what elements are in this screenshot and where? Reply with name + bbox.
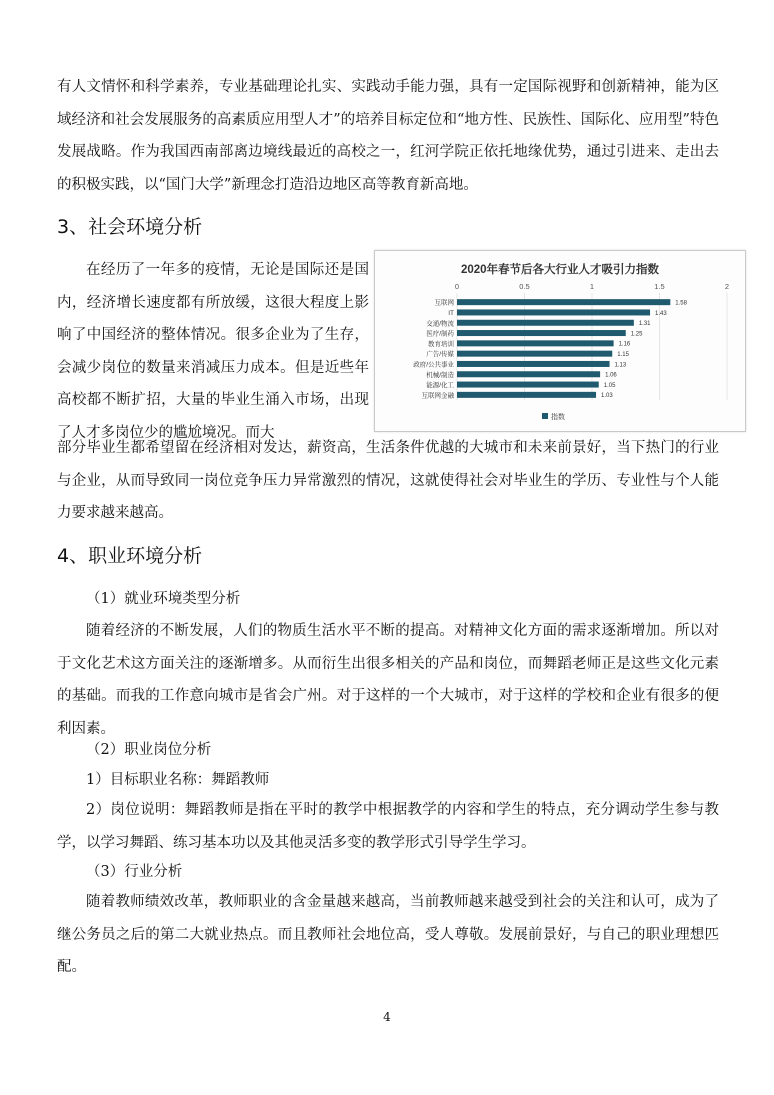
chart-category-label: 交通/物流 <box>426 320 454 328</box>
chart-svg <box>375 251 745 431</box>
chart-data-label: 1.31 <box>638 321 651 328</box>
paragraph-employment-type: 随着经济的不断发展，人们的物质生活水平不断的提高。对精神文化方面的需求逐渐增加。所以对于文化艺术这方面关注的逐渐增多。从而衍生出很多相关的产品和岗位，而舞蹈老师正是这些文化元素的基础。而我的工作意向城市是省会广州。对于这样的一个大城市，对于这样的学校和企业有很多的便利因素。 <box>57 623 719 737</box>
chart-data-label: 1.16 <box>618 341 631 348</box>
chart-bar <box>457 382 599 388</box>
talent-attraction-chart <box>374 250 746 432</box>
chart-legend-swatch <box>542 413 548 419</box>
chart-category-label: IT <box>448 309 454 317</box>
chart-bar <box>457 361 610 367</box>
chart-category-label: 机械/制造 <box>426 371 454 379</box>
target-job-name: 1）目标职业名称：舞蹈教师 <box>86 772 270 788</box>
chart-x-tick-label: 2 <box>724 282 730 291</box>
paragraph-intro: 有人文情怀和科学素养，专业基础理论扎实、实践动手能力强，具有一定国际视野和创新精神，能为区域经济和社会发展服务的高素质应用型人才”的培养目标定位和“地方性、民族性、国际化、应用型”特色发展战略。作为我国西南部离边境线最近的高校之一，红河学院正依托地缘优势，通过引进来、走出去的积极实践，以“国门大学”新理念打造沿边地区高等教育新高地。 <box>57 79 719 193</box>
chart-category-label: 医疗/制药 <box>426 330 454 338</box>
paragraph-social-left-column: 在经历了一年多的疫情，无论是国际还是国内，经济增长速度都有所放缓，这很大程度上影响了中国经济的整体情况。很多企业为了生存，会减少岗位的数量来消减压力成本。但是近些年高校都不断扩招，大量的毕业生涌入市场，出现了人才多岗位少的尴尬境况。而大 <box>57 262 369 441</box>
chart-x-tick-label: 1.5 <box>654 282 665 291</box>
chart-data-label: 1.25 <box>630 331 643 338</box>
chart-x-tick-label: 1 <box>589 282 595 291</box>
chart-bar <box>457 371 600 377</box>
chart-bar <box>457 392 596 398</box>
chart-category-label: 互联网金融 <box>421 392 454 400</box>
chart-data-label: 1.58 <box>675 300 687 307</box>
chart-legend-label: 指数 <box>551 414 565 421</box>
paragraph-industry-analysis: 随着教师绩效改革，教师职业的含金量越来越高，当前教师越来越受到社会的关注和认可，成为了继公务员之后的第二大就业热点。而且教师社会地位高，受人尊敬。发展前景好，与自己的职业理想匹配。 <box>57 894 719 975</box>
chart-category-label: 政府/公共事业 <box>413 361 454 369</box>
chart-title: 2020年春节后各大行业人才吸引力指数 <box>460 264 660 276</box>
chart-bar <box>457 320 634 326</box>
paragraph-social-continued: 部分毕业生都希望留在经济相对发达，薪资高，生活条件优越的大城市和未来前景好，当下热门的行业与企业，从而导致同一岗位竞争压力异常激烈的情况，这就使得社会对毕业生的学历、专业性与个人能力要求越来越高。 <box>57 440 719 521</box>
chart-category-label: 教育培训 <box>428 340 454 348</box>
chart-tick-labels <box>455 282 729 291</box>
page-number: 4 <box>383 1010 391 1024</box>
chart-data-label: 1.05 <box>603 382 616 389</box>
subheading-position-analysis: （2）职业岗位分析 <box>86 742 212 758</box>
chart-bar <box>457 330 626 336</box>
chart-data-label: 1.06 <box>605 372 617 379</box>
section-heading-career-environment: 4、职业环境分析 <box>57 545 203 567</box>
chart-x-tick-label: 0 <box>454 282 460 291</box>
chart-legend <box>542 412 565 421</box>
section-heading-social-environment: 3、社会环境分析 <box>57 216 203 238</box>
chart-data-label: 1.13 <box>614 362 627 369</box>
chart-bar <box>457 351 612 357</box>
chart-data-label: 1.03 <box>601 393 613 400</box>
chart-category-label: 能源/化工 <box>426 382 454 390</box>
chart-bar <box>457 309 650 315</box>
chart-bars <box>413 298 687 400</box>
chart-category-label: 互联网 <box>434 299 454 307</box>
chart-category-label: 广告/传媒 <box>426 351 454 359</box>
chart-data-label: 1.43 <box>655 310 667 317</box>
subheading-industry-analysis: （3）行业分析 <box>86 864 183 880</box>
chart-x-tick-label: 0.5 <box>519 282 530 291</box>
chart-bar <box>457 299 670 305</box>
chart-bar <box>457 340 614 346</box>
chart-data-label: 1.15 <box>617 351 629 358</box>
subheading-employment-type: （1）就业环境类型分析 <box>86 591 241 607</box>
job-description: 2）岗位说明：舞蹈教师是指在平时的教学中根据教学的内容和学生的特点，充分调动学生参与教学，以学习舞蹈、练习基本功以及其他灵活多变的教学形式引导学生学习。 <box>57 802 719 851</box>
